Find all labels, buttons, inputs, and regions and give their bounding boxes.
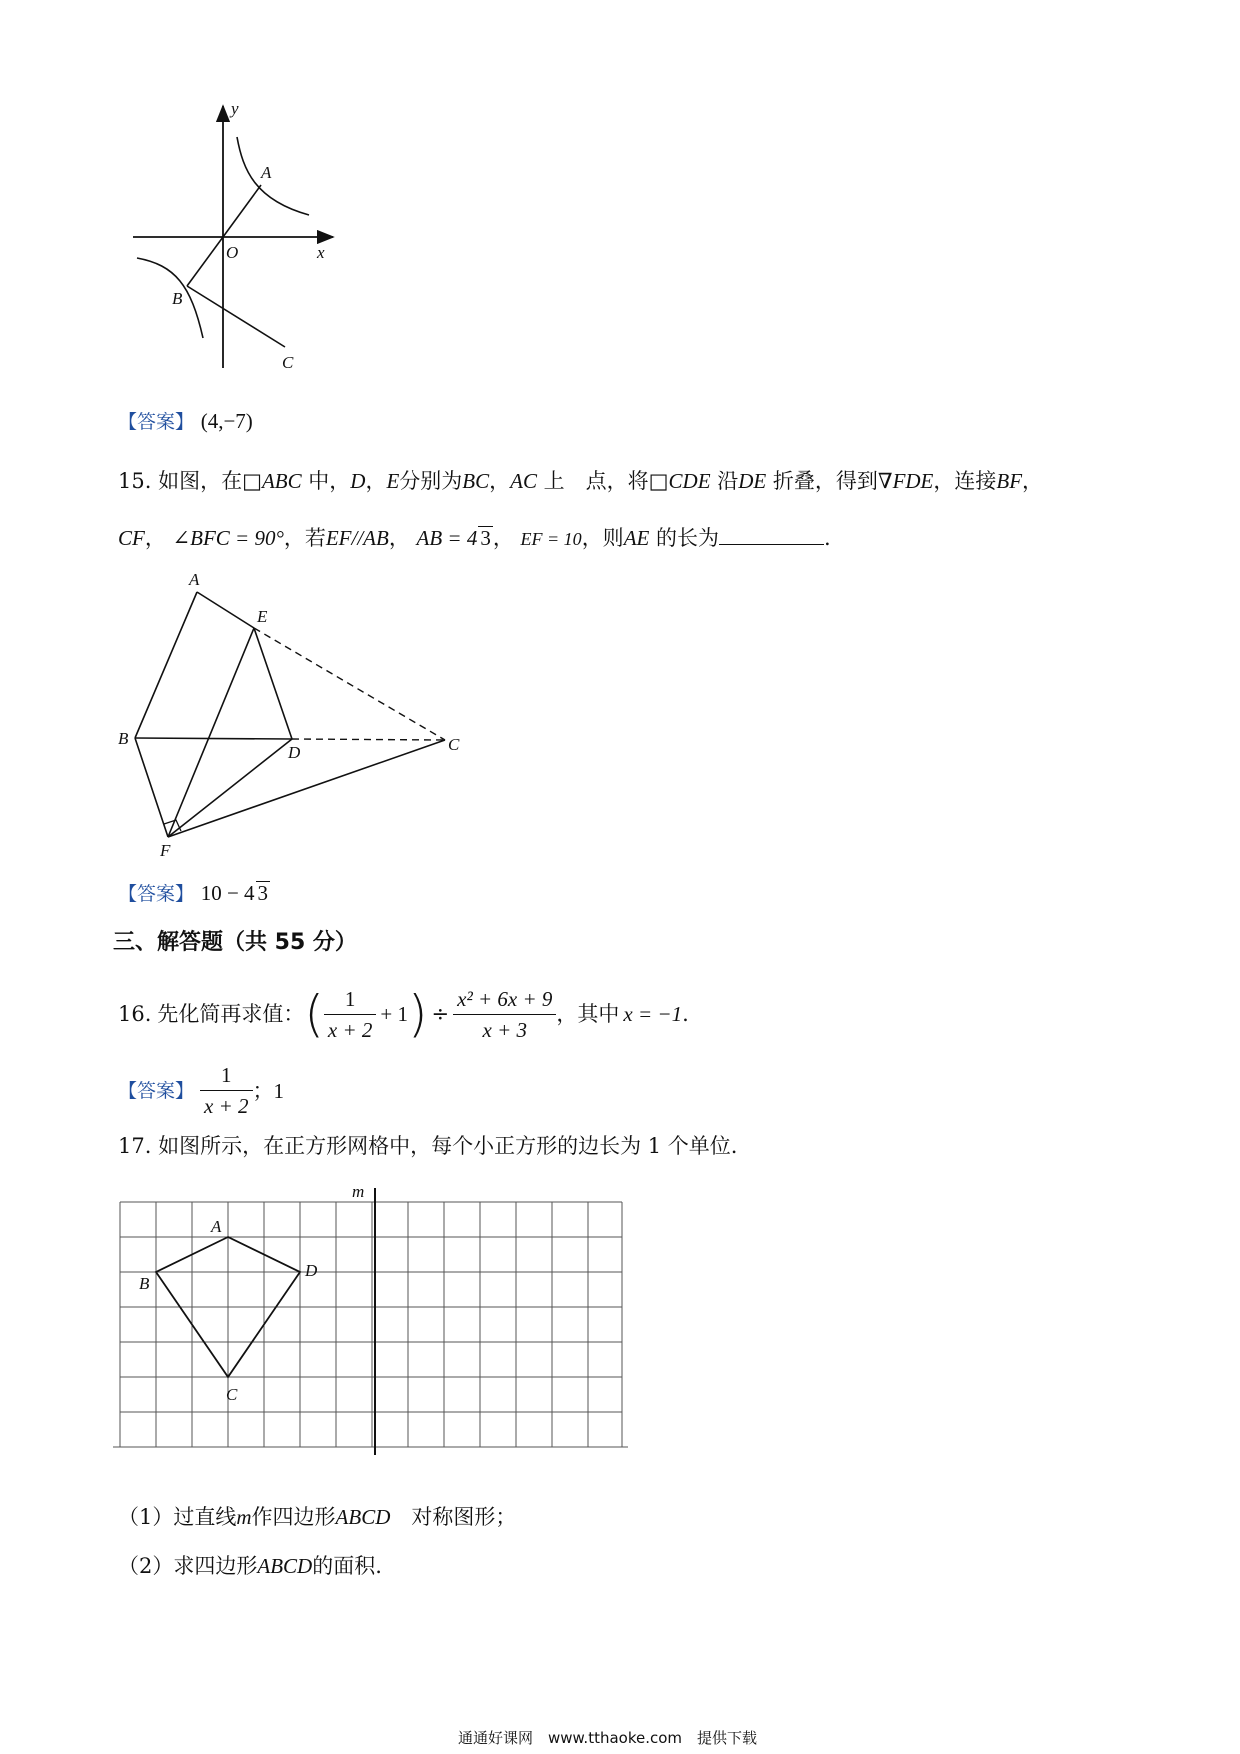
- sqrt-3: 3: [257, 881, 269, 905]
- text: 先化简再求值：: [157, 1002, 305, 1026]
- ab-equation: AB = 4: [416, 526, 478, 550]
- figure-14: [125, 100, 340, 380]
- answer-tag: 【答案】: [118, 411, 195, 433]
- text: 如图，在: [158, 469, 243, 493]
- label-d: D: [288, 743, 301, 762]
- fraction-1: [324, 986, 377, 1043]
- label-d: D: [305, 1261, 318, 1280]
- figure-17: [108, 1180, 628, 1470]
- label-c: C: [282, 353, 294, 372]
- q15-line-2: [118, 525, 831, 552]
- answer-tag: 【答案】: [118, 1079, 195, 1102]
- label-b: B: [139, 1274, 150, 1293]
- text: ，若: [283, 526, 326, 550]
- sqrt-3: 3: [480, 526, 491, 550]
- hyperbola-branch-lower: [137, 258, 203, 338]
- text: ，则: [581, 526, 624, 550]
- text: ，: [365, 469, 387, 493]
- q15-line-1: [118, 468, 1043, 494]
- var-cde: CDE: [668, 469, 711, 493]
- answer-blank[interactable]: [719, 526, 824, 545]
- text: 作四边形: [251, 1505, 336, 1529]
- denominator: x + 3: [482, 1017, 528, 1042]
- q17-text: [118, 1133, 737, 1159]
- segment-dc-dashed: [292, 739, 445, 740]
- segment-bf: [135, 738, 168, 837]
- var-bf: BF: [996, 469, 1023, 493]
- angle-bfc: ∠BFC = 90°: [172, 526, 284, 550]
- text: （2）求四边形: [118, 1554, 258, 1578]
- text: 的长为: [656, 526, 720, 550]
- segment-fd: [168, 739, 292, 837]
- var-de: DE: [738, 469, 767, 493]
- label-f: F: [160, 841, 171, 860]
- var-abcd: ABCD: [257, 1554, 313, 1578]
- segment-ed: [254, 628, 292, 739]
- numerator: 1: [200, 1062, 253, 1091]
- text: ，: [489, 469, 511, 493]
- label-y: y: [231, 100, 239, 118]
- text: 上 点，将: [543, 469, 649, 493]
- segment-bc: [187, 286, 285, 347]
- label-a: A: [189, 572, 200, 589]
- left-paren: (: [304, 985, 324, 1043]
- denominator: x + 2: [327, 1017, 373, 1042]
- text: ，: [388, 526, 410, 550]
- numerator: x² + 6x + 9: [453, 986, 556, 1015]
- var-m: m: [236, 1505, 252, 1529]
- footer: 通通好课网 www.tthaoke.com 提供下载: [458, 1729, 758, 1747]
- text: .: [682, 1002, 689, 1026]
- answer-value: (4,−7): [200, 409, 253, 433]
- text: （1）过直线: [118, 1505, 237, 1529]
- q17-part-1: [118, 1504, 516, 1530]
- question-number: 15.: [118, 469, 152, 493]
- grid: [113, 1202, 628, 1447]
- segment-oa: [223, 185, 261, 237]
- var-e: E: [386, 469, 400, 493]
- segment-bd: [135, 738, 292, 739]
- fraction-2: [453, 986, 556, 1043]
- symbol-box: □: [242, 469, 262, 493]
- var-ae: AE: [623, 526, 650, 550]
- text: 对称图形；: [390, 1505, 517, 1529]
- x-value: x = −1: [623, 1002, 683, 1026]
- parallel-condition: EF//AB: [325, 526, 389, 550]
- label-m: m: [352, 1182, 365, 1201]
- symbol-box: □: [648, 469, 669, 493]
- text: 中，: [308, 469, 351, 493]
- text: 的面积.: [312, 1554, 382, 1578]
- var-d: D: [350, 469, 366, 493]
- numerator: 1: [324, 986, 377, 1015]
- var-ac: AC: [510, 469, 537, 493]
- answer-value: 10 − 4: [200, 881, 255, 905]
- section-heading: 三、解答题（共 55 分）: [113, 930, 357, 955]
- ef-equation: EF = 10: [520, 529, 582, 549]
- question-number: 17.: [118, 1134, 152, 1158]
- segment-ae: [197, 592, 254, 628]
- label-a: A: [261, 163, 272, 182]
- segment-ab: [135, 592, 197, 738]
- var-abcd: ABCD: [335, 1505, 391, 1529]
- label-b: B: [118, 729, 129, 748]
- q17-part-2: [118, 1553, 382, 1579]
- figure-15: [110, 572, 470, 862]
- text: 折叠，得到: [772, 469, 878, 493]
- denominator: x + 2: [204, 1094, 249, 1118]
- text: ，: [144, 526, 166, 550]
- plus-one: + 1: [380, 1002, 409, 1026]
- answer-value: 1: [273, 1078, 285, 1103]
- var-bc: BC: [462, 469, 490, 493]
- var-cf: CF: [118, 526, 145, 550]
- var-abc: ABC: [261, 469, 302, 493]
- label-a: A: [211, 1217, 222, 1236]
- label-o: O: [226, 243, 239, 262]
- label-c: C: [226, 1385, 238, 1404]
- text: ，其中: [556, 1002, 620, 1026]
- divide: ÷: [431, 1002, 450, 1026]
- text: 如图所示，在正方形网格中，每个小正方形的边长为 1 个单位.: [158, 1134, 738, 1158]
- text: ，: [1022, 469, 1044, 493]
- text: 沿: [717, 469, 739, 493]
- question-number: 16.: [118, 1002, 152, 1026]
- right-paren: ): [408, 985, 428, 1043]
- label-e: E: [257, 607, 268, 626]
- label-b: B: [172, 289, 183, 308]
- q14-answer: [118, 408, 253, 435]
- q16-answer: [118, 1062, 284, 1119]
- answer-fraction: [200, 1062, 253, 1119]
- var-fde: FDE: [892, 469, 934, 493]
- q16: [118, 980, 689, 1048]
- text: ；: [252, 1078, 274, 1103]
- segment-ec-dashed: [254, 628, 445, 740]
- segment-fc: [168, 740, 445, 837]
- text: 分别为: [399, 469, 463, 493]
- text: ，连接: [933, 469, 997, 493]
- text: .: [824, 526, 831, 550]
- answer-tag: 【答案】: [118, 883, 195, 905]
- label-x: x: [317, 243, 325, 262]
- label-c: C: [448, 735, 460, 754]
- text: ，: [492, 526, 514, 550]
- symbol-nabla: ∇: [877, 469, 893, 493]
- segment-ef: [168, 628, 254, 837]
- q15-answer: [118, 880, 270, 907]
- segment-ob: [187, 237, 223, 286]
